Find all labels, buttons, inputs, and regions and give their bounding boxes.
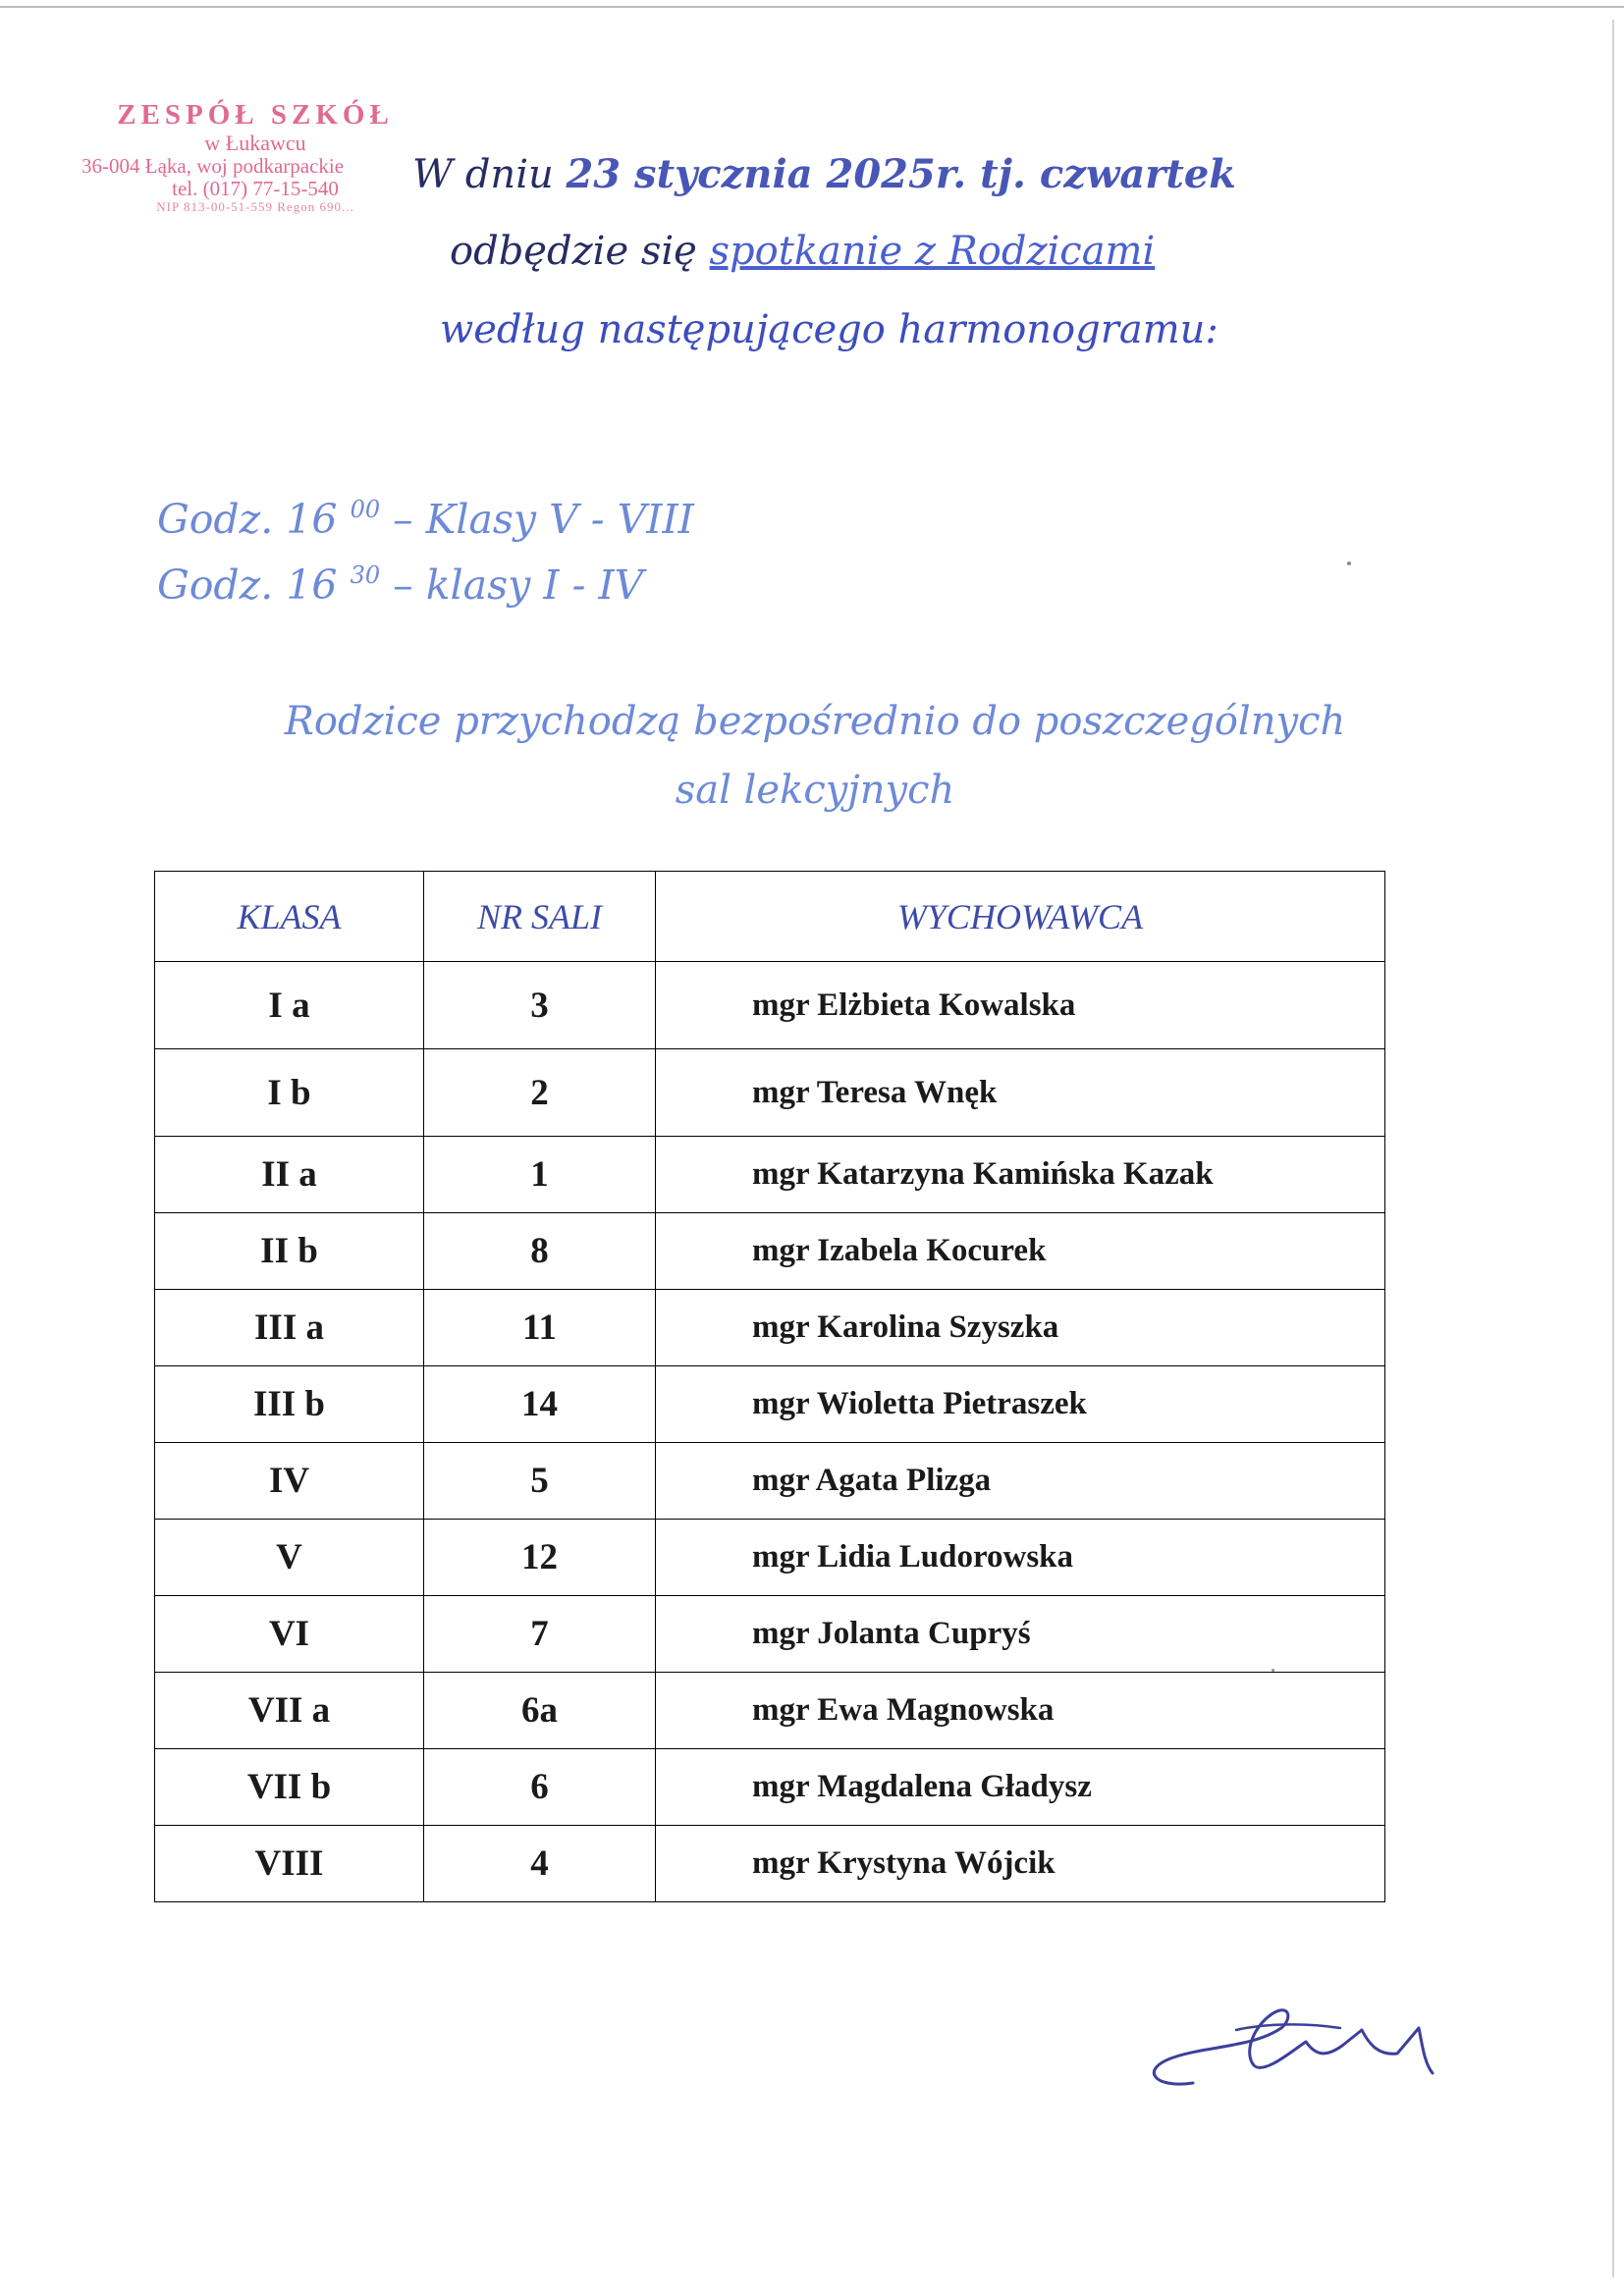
- cell-wychowawca: mgr Magdalena Gładysz: [656, 1749, 1385, 1826]
- cell-sala: 3: [424, 962, 656, 1049]
- table-row: [155, 1290, 1385, 1366]
- cell-sala: 4: [424, 1826, 656, 1902]
- cell-sala: 11: [424, 1290, 656, 1366]
- table-row: [155, 1826, 1385, 1902]
- cell-klasa: II b: [155, 1213, 424, 1290]
- hour-line-1: [157, 496, 694, 543]
- cell-sala: 6a: [424, 1673, 656, 1749]
- table-row: [155, 1673, 1385, 1749]
- table-row: [155, 1137, 1385, 1213]
- cell-sala: 8: [424, 1213, 656, 1290]
- schedule-table: [154, 871, 1385, 1902]
- cell-sala: 12: [424, 1520, 656, 1596]
- cell-wychowawca: mgr Ewa Magnowska: [656, 1673, 1385, 1749]
- table-row: [155, 1443, 1385, 1520]
- cell-klasa: I a: [155, 962, 424, 1049]
- stamp-line: 36-004 Łąka, woj podkarpackie: [81, 154, 345, 179]
- signature-icon: [1134, 1973, 1458, 2101]
- cell-sala: 14: [424, 1366, 656, 1443]
- cell-klasa: III a: [155, 1290, 424, 1366]
- header-nr-sali: NR SALI: [424, 872, 656, 962]
- hour-line-2: [157, 561, 643, 609]
- heading-prefix: W dniu: [412, 152, 567, 197]
- cell-wychowawca: mgr Krystyna Wójcik: [656, 1826, 1385, 1902]
- meeting-date: 23 stycznia 2025r. tj. czwartek: [566, 151, 1237, 197]
- header-wychowawca: WYCHOWAWCA: [656, 872, 1385, 962]
- cell-sala: 2: [424, 1049, 656, 1137]
- cell-klasa: IV: [155, 1443, 424, 1520]
- scan-speck: [1347, 561, 1351, 565]
- table-row: [155, 1520, 1385, 1596]
- cell-wychowawca: mgr Wioletta Pietraszek: [656, 1366, 1385, 1443]
- hour-classes: – klasy I - IV: [393, 561, 644, 609]
- scan-edge-right: [1612, 20, 1614, 2277]
- heading-prefix: odbędzie się: [450, 229, 710, 274]
- cell-wychowawca: mgr Katarzyna Kamińska Kazak: [656, 1137, 1385, 1213]
- notice-line-2: sal lekcyjnych: [675, 768, 955, 813]
- hour-minutes: 30: [350, 561, 381, 589]
- cell-wychowawca: mgr Elżbieta Kowalska: [656, 962, 1385, 1049]
- cell-wychowawca: mgr Karolina Szyszka: [656, 1290, 1385, 1366]
- cell-sala: 6: [424, 1749, 656, 1826]
- table-header-row: [155, 872, 1385, 962]
- table-row: [155, 962, 1385, 1049]
- stamp-line: tel. (017) 77-15-540: [172, 177, 339, 201]
- cell-klasa: VII b: [155, 1749, 424, 1826]
- cell-sala: 7: [424, 1596, 656, 1673]
- cell-sala: 1: [424, 1137, 656, 1213]
- cell-sala: 5: [424, 1443, 656, 1520]
- table-row: [155, 1213, 1385, 1290]
- heading-schedule-line: według następującego harmonogramu:: [440, 307, 1218, 352]
- cell-klasa: V: [155, 1520, 424, 1596]
- cell-wychowawca: mgr Izabela Kocurek: [656, 1213, 1385, 1290]
- table-row: [155, 1049, 1385, 1137]
- cell-klasa: I b: [155, 1049, 424, 1137]
- notice-line-1: Rodzice przychodzą bezpośrednio do poszczególnych: [284, 699, 1346, 744]
- scan-edge-top: [0, 6, 1624, 8]
- header-klasa: KLASA: [155, 872, 424, 962]
- meeting-event: spotkanie z Rodzicami: [709, 229, 1156, 274]
- hour-prefix: Godz. 16: [157, 561, 338, 609]
- cell-klasa: II a: [155, 1137, 424, 1213]
- hour-minutes: 00: [350, 496, 381, 523]
- hour-classes: – Klasy V - VIII: [393, 496, 694, 543]
- heading-event-line: [450, 229, 1155, 274]
- stamp-line: ZESPÓŁ SZKÓŁ: [117, 99, 394, 131]
- cell-wychowawca: mgr Jolanta Cupryś: [656, 1596, 1385, 1673]
- cell-klasa: III b: [155, 1366, 424, 1443]
- cell-klasa: VIII: [155, 1826, 424, 1902]
- cell-klasa: VI: [155, 1596, 424, 1673]
- school-stamp: [79, 100, 432, 215]
- heading-date-line: [412, 151, 1236, 197]
- stamp-line: w Łukawcu: [204, 130, 306, 155]
- cell-wychowawca: mgr Agata Plizga: [656, 1443, 1385, 1520]
- table-row: [155, 1596, 1385, 1673]
- hour-prefix: Godz. 16: [157, 496, 338, 543]
- table-row: [155, 1366, 1385, 1443]
- stamp-line: NIP 813-00-51-559 Regon 690...: [156, 199, 354, 215]
- scan-speck: [1272, 1669, 1274, 1672]
- table-row: [155, 1749, 1385, 1826]
- cell-wychowawca: mgr Teresa Wnęk: [656, 1049, 1385, 1137]
- cell-klasa: VII a: [155, 1673, 424, 1749]
- cell-wychowawca: mgr Lidia Ludorowska: [656, 1520, 1385, 1596]
